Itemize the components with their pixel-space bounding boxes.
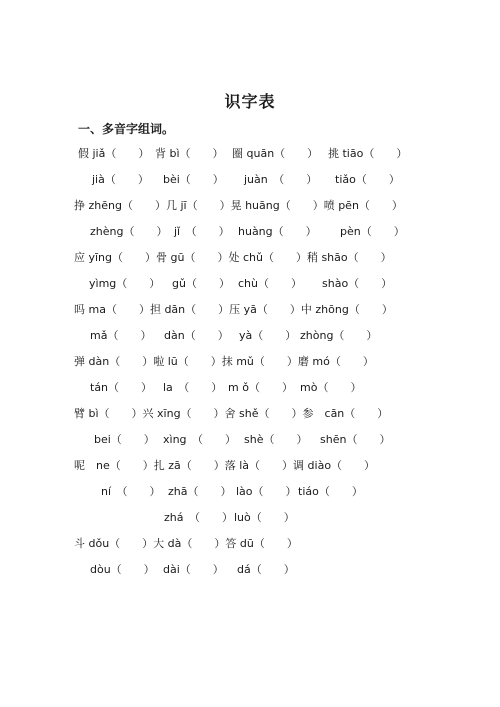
word-entry: bei（ ）: [94, 433, 155, 446]
word-entry: 挣 zhēng（ ）几 jī（ ）晃 huāng（ ）喷 pēn（ ）: [74, 199, 403, 212]
word-entry: luò（ ）: [234, 511, 295, 524]
word-entry: lào（ ）: [236, 485, 297, 498]
word-entry: 假 jiǎ（ ）: [78, 147, 150, 160]
word-entry: mò（ ）: [300, 381, 362, 394]
word-entry: 呢 ne（ ）扎 zā（ ）落 là（ ）调 diào（ ）: [74, 459, 376, 472]
exercise-row: [0, 562, 500, 578]
word-entry: zhá （ ）: [164, 511, 233, 524]
word-entry: la （ ）: [163, 381, 223, 394]
word-entry: shè（ ）: [244, 433, 308, 446]
word-entry: yà（ ）: [239, 329, 297, 342]
exercise-row: [0, 380, 500, 396]
exercise-row: [0, 406, 500, 422]
word-entry: pèn（ ）: [340, 225, 405, 238]
word-entry: jǐ （ ）: [174, 225, 230, 238]
word-entry: xìng （ ）: [163, 433, 237, 446]
exercise-row: [0, 484, 500, 500]
exercise-row: [0, 276, 500, 292]
word-entry: tán（ ）: [90, 381, 153, 394]
exercise-row: [0, 432, 500, 448]
word-entry: jià（ ）: [92, 173, 149, 186]
exercise-row: [0, 536, 500, 552]
word-entry: 斗 dǒu（ ）大 dà（ ）答 dū（ ）: [74, 537, 298, 550]
exercise-row: [0, 328, 500, 344]
word-entry: ní （ ）: [101, 485, 161, 498]
exercise-row: [0, 354, 500, 370]
exercise-row: [0, 250, 500, 266]
word-entry: 臂 bì（ ）兴 xīng（ ）舍 shě（ ）参 cān（ ）: [74, 407, 389, 420]
word-entry: 弹 dàn（ ）啦 lū（ ）抹 mǔ（ ）磨 mó（ ）: [74, 355, 374, 368]
word-entry: 挑 tiāo（ ）: [328, 147, 408, 160]
exercise-row: [0, 302, 500, 318]
word-entry: 背 bì（ ）: [155, 147, 224, 160]
word-entry: mǎ（ ）: [90, 329, 152, 342]
word-entry: shào（ ）: [322, 277, 393, 290]
word-entry: tiǎo（ ）: [335, 173, 400, 186]
exercise-row: [0, 146, 500, 162]
word-entry: 圈 quān（ ）: [232, 147, 319, 160]
word-entry: zhòng（ ）: [300, 329, 378, 342]
exercise-row: [0, 224, 500, 240]
word-entry: 吗 ma（ ）担 dān（ ）压 yā（ ）中 zhōng（ ）: [74, 303, 393, 316]
word-entry: dàn（ ）: [164, 329, 229, 342]
word-entry: bèi（ ）: [163, 173, 224, 186]
word-entry: dài（ ）: [163, 563, 224, 576]
word-entry: shēn（ ）: [320, 433, 391, 446]
word-entry: zhā（ ）: [168, 485, 232, 498]
word-entry: gǔ（ ）: [172, 277, 230, 290]
word-entry: m ǒ（ ）: [228, 381, 293, 394]
word-entry: dòu（ ）: [90, 563, 155, 576]
exercise-row: [0, 458, 500, 474]
word-entry: yìmg（ ）: [89, 277, 161, 290]
exercise-row: [0, 510, 500, 526]
word-entry: 应 yīng（ ）骨 gū（ ）处 chǔ（ ）稍 shāo（ ）: [74, 251, 392, 264]
word-entry: chù（ ）: [238, 277, 302, 290]
word-entry: tiáo（ ）: [298, 485, 363, 498]
exercise-row: [0, 198, 500, 214]
word-entry: dá（ ）: [237, 563, 295, 576]
section-heading: 一、多音字组词。: [78, 122, 175, 136]
word-entry: juàn （ ）: [244, 173, 318, 186]
exercise-row: [0, 172, 500, 188]
page-title: 识字表: [224, 92, 276, 111]
word-entry: zhèng（ ）: [90, 225, 168, 238]
word-entry: huàng（ ）: [238, 225, 317, 238]
